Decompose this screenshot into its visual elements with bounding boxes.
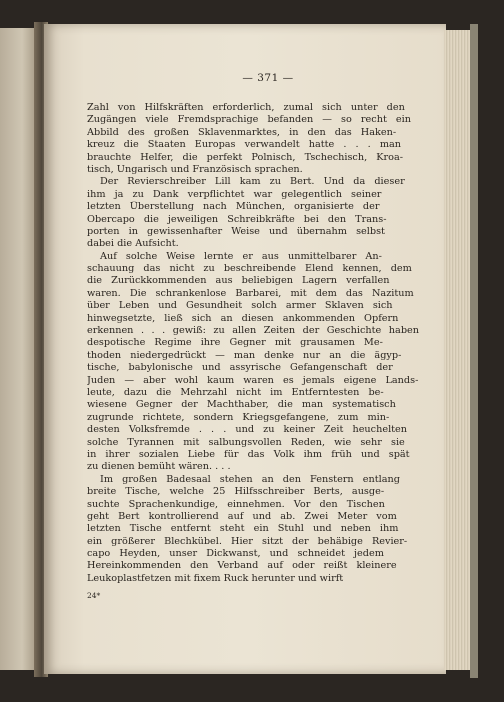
text-lines <box>87 102 419 585</box>
text-line: kreuz die Staaten Europas verwandelt hatte . . . man <box>87 139 402 151</box>
text-line: suchte Sprachenkundige, einnehmen. Vor den Tischen <box>87 498 385 510</box>
text-line: breite Tische, welche 25 Hilfsschreiber Berts, ausge- <box>87 486 385 498</box>
text-line: Im großen Badesaal stehen an den Fenstern entlang <box>100 473 400 485</box>
printer-signature: 24* <box>87 591 101 601</box>
text-line: Zugängen viele Fremdsprachige befanden — so recht ein <box>87 114 411 126</box>
text-line: desten Volksfremde . . . und zu keiner Zeit heuchelten <box>87 424 408 436</box>
text-line: geht Bert kontrollierend auf und ab. Zwei Meter vom <box>87 510 397 522</box>
text-line: Zahl von Hilfskräften erforderlich, zumal sich unter den <box>87 102 405 113</box>
text-line: in ihrer sozialen Liebe für das Volk ihm früh und spät <box>87 448 410 460</box>
text-line: ein größerer Blechkübel. Hier sitzt der behäbige Revier- <box>87 535 408 547</box>
text-line: letzten Tische entfernt steht ein Stuhl und neben ihm <box>87 523 399 535</box>
text-line: despotische Regime ihre Gegner mit grausamen Me- <box>87 337 383 349</box>
text-line: über Leben und Gesundheit solch armer Sklaven sich <box>87 300 393 312</box>
text-line: schauung das nicht zu beschreibende Elend kennen, dem <box>87 263 412 275</box>
text-line: Auf solche Weise lernte er aus unmittelbarer An- <box>100 250 382 262</box>
text-line: Abbild des großen Sklavenmarktes, in den das Haken- <box>87 126 397 138</box>
text-line: letzten Überstellung nach München, organisierte der <box>87 201 380 213</box>
text-line: zu dienen bemüht wären. . . . <box>87 461 231 473</box>
text-line: Hereinkommenden den Verband auf oder reißt kleinere <box>87 560 397 572</box>
page-text <box>87 70 419 601</box>
cover-edge <box>470 24 478 678</box>
text-line: die Zurückkommenden aus beliebigen Lagern verfallen <box>87 275 390 287</box>
text-line: wiesene Gegner der Machthaber, die man systematisch <box>87 399 396 411</box>
text-line: tisch, Ungarisch und Französisch sprachen. <box>87 163 303 175</box>
text-line: waren. Die schrankenlose Barbarei, mit dem das Nazitum <box>87 287 414 299</box>
text-line: dabei die Aufsicht. <box>87 238 179 250</box>
text-line: solche Tyrannen mit salbungsvollen Reden, wie sehr sie <box>87 436 405 448</box>
text-line: zugrunde richtete, sondern Kriegsgefangene, zum min- <box>87 411 390 423</box>
text-line: Leukoplastfetzen mit fixem Ruck herunter und wirft <box>87 572 344 584</box>
text-line: hinwegsetzte, ließ sich an diesen ankommenden Opfern <box>87 312 399 324</box>
text-line: thoden niedergedrückt — man denke nur an die ägyp- <box>87 349 402 361</box>
text-line: brauchte Helfer, die perfekt Polnisch, Tschechisch, Kroa- <box>87 151 403 163</box>
text-line: Juden — aber wohl kaum waren es jemals eigene Lands- <box>87 374 419 386</box>
text-line: ihm ja zu Dank verpflichtet war gelegentlich seiner <box>87 188 382 200</box>
page-number: — 371 — <box>242 72 294 84</box>
text-line: Der Revierschreiber Lill kam zu Bert. Und da dieser <box>100 176 405 188</box>
text-line: leute, dazu die Mehrzahl nicht im Entferntesten be- <box>87 386 384 398</box>
text-line: Obercapo die jeweiligen Schreibkräfte bei den Trans- <box>87 213 387 225</box>
page-stack-edge <box>444 30 472 670</box>
text-line: porten in gewissenhafter Weise und übernahm selbst <box>87 225 385 237</box>
text-line: erkennen . . . gewiß: zu allen Zeiten der Geschichte haben <box>87 325 419 337</box>
text-line: capo Heyden, unser Dickwanst, und schneidet jedem <box>87 548 384 560</box>
text-line: tische, babylonische und assyrische Gefangenschaft der <box>87 362 393 374</box>
